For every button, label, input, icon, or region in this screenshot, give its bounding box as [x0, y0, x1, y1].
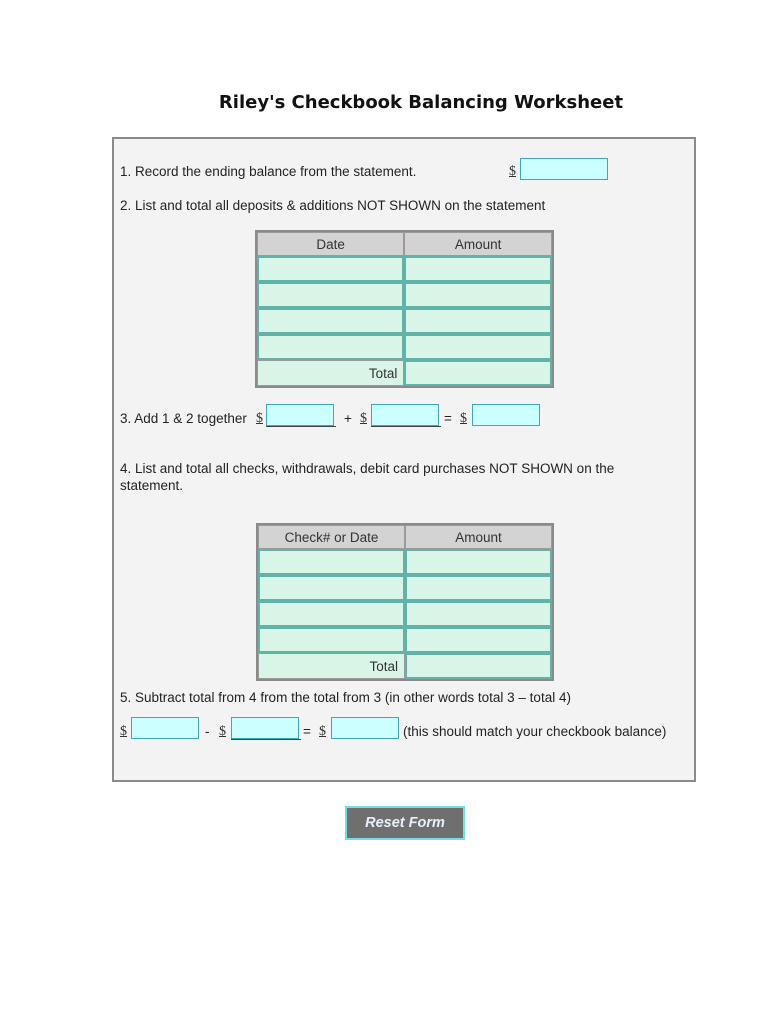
- step5-note: (this should match your checkbook balance): [403, 724, 667, 739]
- ending-balance-field[interactable]: [520, 158, 608, 180]
- step1-dollar: $: [509, 164, 516, 179]
- deposit-date-field-2[interactable]: [257, 282, 404, 308]
- withdrawal-amount-field-1[interactable]: [405, 549, 552, 575]
- table-row: [257, 308, 552, 334]
- deposits-table: [255, 230, 554, 388]
- table-row: [258, 575, 552, 601]
- step3-label: 3. Add 1 & 2 together: [120, 411, 247, 426]
- plus-sign: +: [344, 411, 352, 426]
- withdrawals-amount-header: Amount: [405, 525, 552, 549]
- table-row: [257, 256, 552, 282]
- withdrawals-check-header: Check# or Date: [258, 525, 405, 549]
- table-row: [258, 653, 552, 679]
- step2-label: 2. List and total all deposits & additions NOT SHOWN on the statement: [120, 198, 546, 213]
- withdrawals-total-field[interactable]: [405, 653, 552, 679]
- deposit-amount-field-1[interactable]: [404, 256, 552, 282]
- withdrawals-total-label: Total: [258, 653, 405, 679]
- withdrawal-amount-field-3[interactable]: [405, 601, 552, 627]
- table-row: [258, 549, 552, 575]
- step5-underline: [231, 739, 301, 740]
- withdrawal-amount-field-4[interactable]: [405, 627, 552, 653]
- step5-total4-field[interactable]: [231, 717, 299, 739]
- withdrawal-check-field-1[interactable]: [258, 549, 405, 575]
- deposit-amount-field-2[interactable]: [404, 282, 552, 308]
- deposit-date-field-1[interactable]: [257, 256, 404, 282]
- deposits-date-header: Date: [257, 232, 404, 256]
- step5-dollar-b: $: [219, 724, 226, 739]
- step5-dollar-a: $: [120, 724, 127, 739]
- withdrawals-table: [256, 523, 554, 681]
- withdrawal-amount-field-2[interactable]: [405, 575, 552, 601]
- deposit-date-field-3[interactable]: [257, 308, 404, 334]
- deposits-amount-header: Amount: [404, 232, 552, 256]
- step5-total3-field[interactable]: [131, 717, 199, 739]
- step5-label: 5. Subtract total from 4 from the total from 3 (in other words total 3 – total 4): [120, 690, 571, 705]
- withdrawal-check-field-4[interactable]: [258, 627, 405, 653]
- step4-label-line2: statement.: [120, 478, 184, 493]
- step3-dollar-b: $: [360, 411, 367, 426]
- step3-dollar-c: $: [460, 411, 467, 426]
- step5-dollar-c: $: [319, 724, 326, 739]
- equals-sign-step5: =: [303, 724, 311, 739]
- table-row: [257, 360, 552, 386]
- withdrawal-check-field-3[interactable]: [258, 601, 405, 627]
- step3-result-field[interactable]: [472, 404, 540, 426]
- deposit-amount-field-3[interactable]: [404, 308, 552, 334]
- equals-sign-step3: =: [444, 411, 452, 426]
- step3-value-2-field[interactable]: [371, 404, 439, 426]
- step3-underline-1: [266, 426, 336, 427]
- table-row: [258, 601, 552, 627]
- minus-sign: -: [205, 724, 210, 739]
- step3-value-1-field[interactable]: [266, 404, 334, 426]
- step1-label: 1. Record the ending balance from the statement.: [120, 164, 417, 179]
- table-row: [258, 627, 552, 653]
- table-row: [257, 334, 552, 360]
- step4-label-line1: 4. List and total all checks, withdrawals, debit card purchases NOT SHOWN on the: [120, 461, 615, 476]
- step3-underline-2: [371, 426, 441, 427]
- table-row: [257, 282, 552, 308]
- checkbook-balance-field[interactable]: [331, 717, 399, 739]
- page-title: Riley's Checkbook Balancing Worksheet: [218, 92, 624, 113]
- withdrawal-check-field-2[interactable]: [258, 575, 405, 601]
- deposit-amount-field-4[interactable]: [404, 334, 552, 360]
- step3-dollar-a: $: [256, 411, 263, 426]
- reset-form-button[interactable]: Reset Form: [345, 806, 465, 840]
- deposit-date-field-4[interactable]: [257, 334, 404, 360]
- deposits-total-label: Total: [257, 360, 404, 386]
- deposits-total-field[interactable]: [404, 360, 552, 386]
